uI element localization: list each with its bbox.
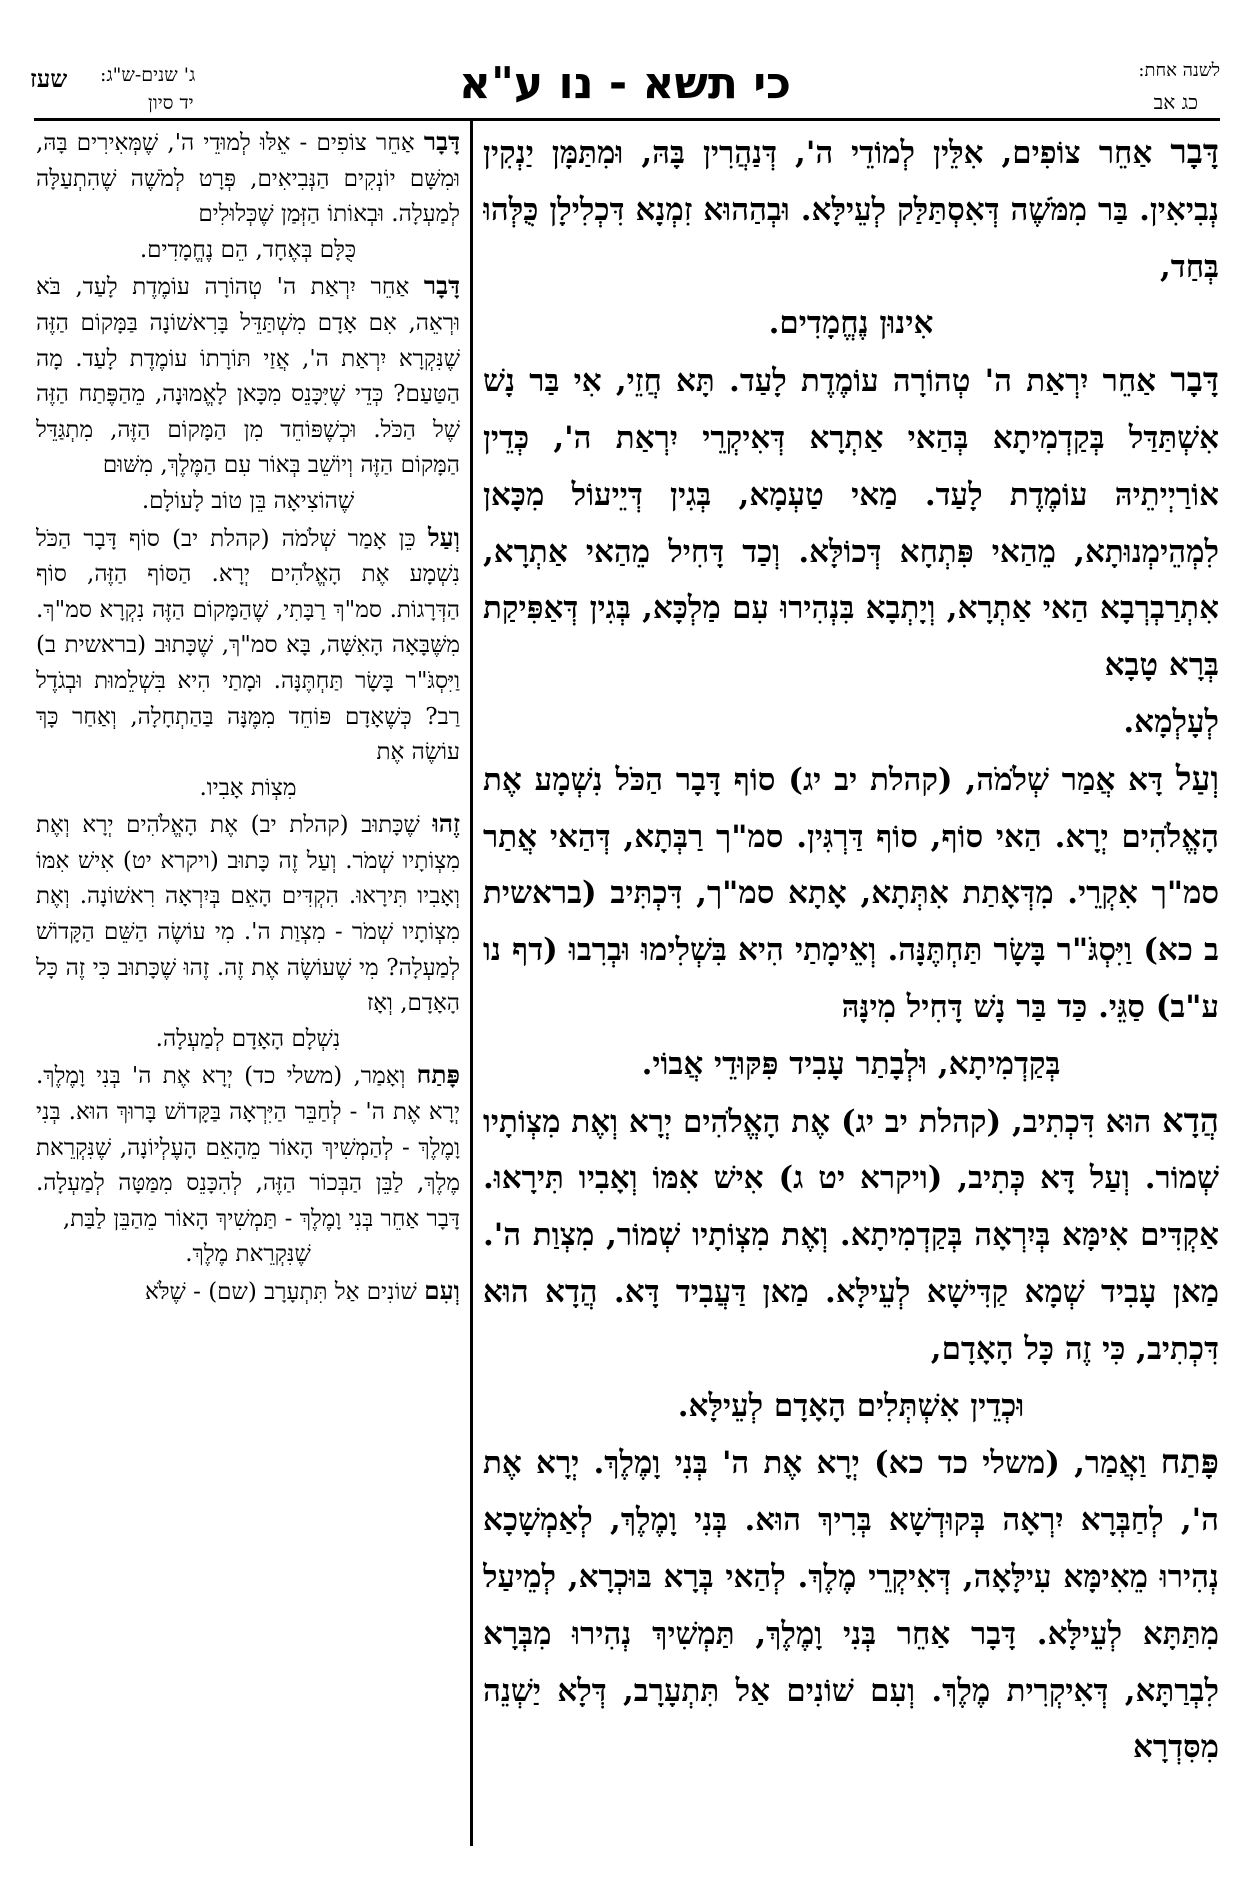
paragraph-text: דָּא אֲמַר שְׁלֹמֹה, (קהלת יב יג) סוֹף דָּבָר הַכֹּל נִשְׁמָע אֶת הָאֱלֹהִים יְרָא. הַאי סוֹף, סוֹף דַּרְגִּין. סמ"ך רַבְּתָא, דְּהַאי אֲתַר סמ"ך אִקְרֵי. מִדְּאָתַת אִתְּתָא, אָתָא סמ"ך, דִּכְתִּיב (בראשית ב כא) וַיִּסְגֹּ"ר בָּשָׂר תַּחְתֶּנָּה. וְאֵימָתַי הִיא בִּשְׁלִימוּ וּבְרִבוּ (דף נו ע"ב) סַגֵּי. כַּד בַּר נָשׁ דָּחִיל מִינָּהּ: [483, 761, 1219, 1025]
side-paragraph: [36, 268, 460, 519]
paragraph-closing-line: בְּקַדְמִיתָא, וּלְבָתַר עָבִיד פִּקּוּדֵי אֲבוֹי.: [641, 1045, 1061, 1082]
side-paragraph: [36, 520, 460, 807]
paragraph-text: אַחֵר יִרְאַת ה' טְהוֹרָה עוֹמֶדֶת לָעַד. תָּא חֲזֵי, אִי בַּר נָשׁ אִשְׁתַּדַּל בְּקַדְמִיתָא בְּהַאי אַתְרָא דְּאִיקְרֵי יִרְאַת ה', כְּדֵין אוֹרַיְיתֵיהּ עוֹמֶדֶת לָעַד. מַאי טַעְמָא, בְּגִין דְּיֵיעוֹל מִכָּאן לִמְהֵימְנוּתָא, מֵהַאי פִּתְחָא דְּכוֹלָּא. וְכַד דָּחִיל מֵהַאי אַתְרָא, אִתְרַבְרְבָא הַאי אַתְרָא, וְיָתְבָא בִּנְהִירוּ עִם מַלְכָּא, בְּגִין דְּאַפִּיקַת בְּרָא טָבָא: [483, 363, 1219, 684]
opening-word: וְעַל: [427, 522, 460, 552]
opening-word: פָּתַח: [1160, 1442, 1219, 1482]
main-paragraph: [483, 751, 1219, 1093]
paragraph-text: אַחֵר צוֹפִים - אֵלּוּ לְמוּדֵי ה', שֶׁמְּאִירִים בָּהּ, וּמִשָּׁם יוֹנְקִים הַנְּבִיאִים, פְּרָט לְמֹשֶׁה שֶׁהִתְעַלָּה לְמַעְלָה. וּבְאוֹתוֹ הַזְּמַן שֶׁכְּלוּלִים: [36, 130, 460, 228]
paragraph-closing-line: מִצְוֹת אָבִיו.: [199, 774, 297, 801]
paragraph-closing-line: לְעָלְמָא.: [1123, 703, 1219, 740]
schedule-one-year-date: כג אב: [1153, 90, 1198, 114]
paragraph-text: שֶׁכָּתוּב (קהלת יב) אֶת הָאֱלֹהִים יְרָא וְאֶת מִצְוֹתָיו שְׁמֹר. וְעַל זֶה כָּתוּב (ויקרא יט) אִישׁ אִמּוֹ וְאָבִיו תִּירָאוּ. הִקְדִּים הָאֵם בְּיִרְאָה רִאשׁוֹנָה. וְאֶת מִצְוֹתָיו שְׁמֹר - מִצְוַת ה'. מִי עוֹשֶׂה הַשֵּׁם הַקָּדוֹשׁ לְמַעְלָה? מִי שֶׁעוֹשֶׂה אֶת זֶה. זֶהוּ שֶׁכָּתוּב כִּי זֶה כָּל הָאָדָם, וְאָז: [36, 812, 460, 1017]
paragraph-closing-line: שֶׁהוֹצִיאָה בֵּן טוֹב לָעוֹלָם.: [141, 487, 355, 514]
paragraph-text: אַחֵר צוֹפִים, אִלֵּין לְמוֹדֵי ה', דְּנַהֲרִין בָּהּ, וּמִתַּמָּן יַנְקִין נְבִיאִין. בַּר מִמֹּשֶׁה דְּאִסְתַּלַּק לְעֵילָּא. וּבְהַהוּא זִמְנָא דִּכְלִילָן כֻּלְּהוּ בְּחַד,: [483, 135, 1219, 285]
side-paragraph: [36, 124, 460, 268]
paragraph-closing-line: כֻּלָּם בְּאֶחָד, הֵם נֶחֱמָדִים.: [139, 236, 357, 263]
main-paragraph: [483, 1093, 1219, 1435]
main-paragraph: [483, 352, 1219, 751]
header-divider: [34, 118, 1220, 121]
paragraph-text: וַאֲמַר, (משלי כד כא) יְרָא אֶת ה' בְּנִי וָמֶלֶךְ. יְרָא אֶת ה', לְחַבְּרָא יִרְאָה בְּקוּדְשָׁא בְּרִיךְ הוּא. בְּנִי וָמֶלֶךְ, לְאַמְשָׁכָא נְהִירוּ מֵאִימָּא עִילָּאָה, דְּאִיקְרֵי מֶלֶךְ. לְהַאי בְּרָא בּוּכְרָא, לְמֵיעַל מִתַּתָּא לְעֵילָּא. דָּבָר אַחֵר בְּנִי וָמֶלֶךְ, תַּמְשִׁיךְ נְהִירוּ מִבְּרָא לִבְרַתָּא, דְּאִיקְרִית מֶלֶךְ. וְעִם שׁוֹנִים אַל תִּתְעָרָב, דְּלָא יַשְׁנֵה מִסִּדְרָא: [483, 1445, 1219, 1766]
paragraph-text: כֵּן אָמַר שְׁלֹמֹה (קהלת יב) סוֹף דָּבָר הַכֹּל נִשְׁמָע אֶת הָאֱלֹהִים יְרָא. הַסּוֹף הַזֶּה, סוֹף הַדְּרָגוֹת. סמ"ךְ רַבָּתִי, שֶׁהַמָּקוֹם הַזֶּה נִקְרָא סמ"ךְ. מִשֶּׁבָּאָה הָאִשָּׁה, בָּא סמ"ךְ, שֶׁכָּתוּב (בראשית ב) וַיִּסְגֹּ"ר בָּשָׂר תַּחְתֶּנָּה. וּמָתַי הִיא בִּשְׁלֵמוּת וּבְגֹדֶל רַב? כְּשֶׁאָדָם פּוֹחֵד מִמֶּנָּה בַּהַתְחָלָה, וְאַחַר כָּךְ עוֹשֶׂה אֶת: [36, 525, 460, 766]
paragraph-text: וְאָמַר, (משלי כד) יְרָא אֶת ה' בְּנִי וָמֶלֶךְ. יְרָא אֶת ה' - לְחַבֵּר הַיִּרְאָה בַּקָּדוֹשׁ בָּרוּךְ הוּא. בְּנִי וָמֶלֶךְ - לְהַמְשִׁיךְ הָאוֹר מֵהָאֵם הָעֶלְיוֹנָה, שֶׁנִּקְרֵאת מֶלֶךְ, לַבֵּן הַבְּכוֹר הַזֶּה, לְהִכָּנֵס מִמַּטָּה לְמַעְלָה. דָּבָר אַחֵר בְּנִי וָמֶלֶךְ - תַּמְשִׁיךְ הָאוֹר מֵהַבֵּן לַבַּת,: [36, 1063, 460, 1232]
paragraph-text: אַחֵר יִרְאַת ה' טְהוֹרָה עוֹמֶדֶת לָעַד, בֹּא וּרְאֵה, אִם אָדָם מִשְׁתַּדֵּל בָּרִאשׁוֹנָה בַּמָּקוֹם הַזֶּה שֶׁנִּקְרָא יִרְאַת ה', אֲזַי תּוֹרָתוֹ עוֹמֶדֶת לָעַד. מָה הַטַּעַם? כְּדֵי שֶׁיִּכָּנֵס מִכָּאן לָאֱמוּנָה, מֵהַפֶּתַח הַזֶּה שֶׁל הַכֹּל. וּכְשֶׁפּוֹחֵד מִן הַמָּקוֹם הַזֶּה, מִתְגַּדֵּל הַמָּקוֹם הַזֶּה וְיוֹשֵׁב בְּאוֹר עִם הַמֶּלֶךְ, מִשּׁוּם: [36, 274, 460, 479]
paragraph-closing-line: נִשְׁלָם הָאָדָם לְמַעְלָה.: [155, 1025, 341, 1052]
schedule-three-year-label: ג' שנים-ש"ג:: [100, 64, 196, 86]
column-divider: [470, 118, 473, 1846]
opening-word: וְעִם: [424, 1276, 460, 1305]
paragraph-text: שׁוֹנִים אַל תִּתְעָרָב (שם) - שֶׁלֹּא: [144, 1279, 417, 1305]
schedule-one-year-label: לשנה אחת:: [1138, 60, 1220, 81]
opening-word: דָּבָר: [1170, 360, 1219, 400]
paragraph-text: הוּא דִּכְתִיב, (קהלת יב יג) אֶת הָאֱלֹהִים יְרָא וְאֶת מִצְוֹתָיו שְׁמוֹר. וְעַל דָּא כְּתִיב, (ויקרא יט ג) אִישׁ אִמּוֹ וְאָבִיו תִּירָאוּ. אַקְדִּים אִימָּא בְּיִרְאָה בְּקַדְמִיתָא. וְאֶת מִצְוֹתָיו שְׁמוֹר, מִצְוַת ה'. מַאן עָבִיד שְׁמָא קַדִּישָׁא לְעֵילָּא. מַאן דַּעֲבִיד דָּא. הֲדָא הוּא דִּכְתִיב, כִּי זֶה כָּל הָאָדָם,: [483, 1103, 1219, 1367]
main-paragraph: [483, 1434, 1219, 1776]
side-paragraph: [36, 806, 460, 1057]
opening-word: זֶהוּ: [432, 809, 460, 839]
schedule-three-year-date: יד סיון: [148, 92, 194, 114]
side-paragraph: [36, 1273, 460, 1311]
opening-word: דָּבָר: [423, 127, 460, 156]
aramaic-text-column: [483, 124, 1219, 1844]
main-paragraph: [483, 124, 1219, 352]
side-paragraph: [36, 1057, 460, 1273]
opening-word: דָּבָר: [423, 271, 460, 301]
opening-word: וְעַל: [1175, 758, 1219, 798]
page-title: כי תשא - נו ע"א: [458, 58, 792, 109]
page-number: שעז: [30, 64, 68, 93]
paragraph-closing-line: שֶׁנִּקְרֵאת מֶלֶךְ.: [185, 1241, 311, 1268]
opening-word: הֲדָא: [1162, 1100, 1219, 1140]
opening-word: דָּבָר: [1170, 132, 1219, 171]
hebrew-translation-column: [36, 124, 460, 1844]
opening-word: פָּתַח: [416, 1060, 460, 1090]
page-header: [30, 58, 1220, 122]
paragraph-closing-line: אִינוּן נֶחֱמָדִים.: [768, 305, 934, 342]
paragraph-closing-line: וּכְדֵין אִשְׁתְּלִים הָאָדָם לְעֵילָּא.: [677, 1387, 1025, 1424]
